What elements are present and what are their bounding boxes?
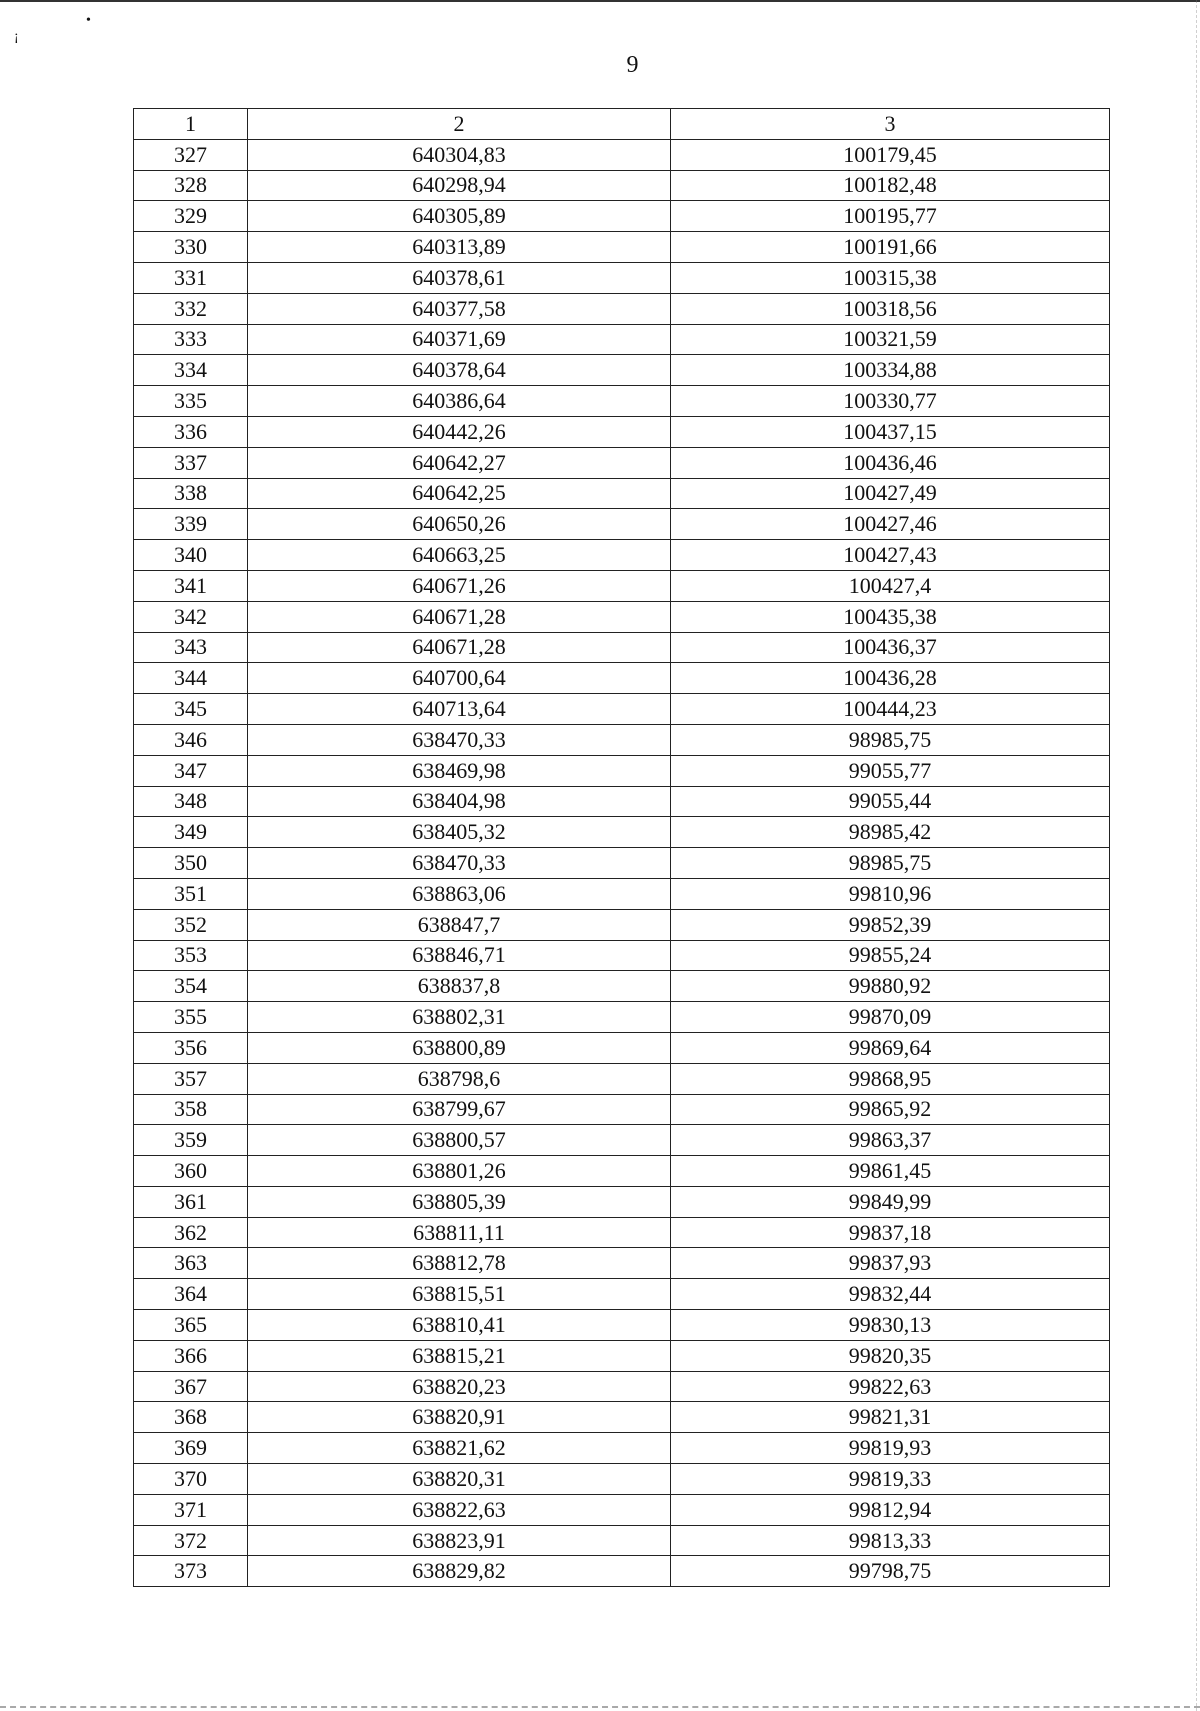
coordinate-x-cell: 638815,51: [248, 1279, 671, 1310]
coordinate-x-cell: 638800,89: [248, 1032, 671, 1063]
coordinate-y-cell: 99855,24: [671, 940, 1110, 971]
point-number-cell: 372: [134, 1525, 248, 1556]
table-row: [134, 232, 1110, 263]
coordinate-y-cell: 100179,45: [671, 139, 1110, 170]
coordinate-x-cell: 638823,91: [248, 1525, 671, 1556]
scan-speck: •: [86, 13, 91, 28]
table-row: [134, 1063, 1110, 1094]
table-row: [134, 1125, 1110, 1156]
point-number-cell: 339: [134, 509, 248, 540]
point-number-cell: 344: [134, 663, 248, 694]
coordinate-y-cell: 99819,93: [671, 1433, 1110, 1464]
point-number-cell: 347: [134, 755, 248, 786]
coordinate-y-cell: 99055,44: [671, 786, 1110, 817]
point-number-cell: 327: [134, 139, 248, 170]
coordinate-x-cell: 640663,25: [248, 540, 671, 571]
coordinate-x-cell: 640642,27: [248, 447, 671, 478]
table-row: [134, 1156, 1110, 1187]
point-number-cell: 351: [134, 878, 248, 909]
scan-edge-top: [0, 0, 1200, 2]
table-row: [134, 971, 1110, 1002]
coordinate-x-cell: 640305,89: [248, 201, 671, 232]
coordinate-x-cell: 640713,64: [248, 694, 671, 725]
table-row: [134, 355, 1110, 386]
point-number-cell: 352: [134, 909, 248, 940]
coordinate-y-cell: 100182,48: [671, 170, 1110, 201]
coordinate-x-cell: 640671,28: [248, 632, 671, 663]
point-number-cell: 361: [134, 1186, 248, 1217]
coordinate-x-cell: 638801,26: [248, 1156, 671, 1187]
coordinate-y-cell: 99812,94: [671, 1494, 1110, 1525]
table-row: [134, 632, 1110, 663]
point-number-cell: 343: [134, 632, 248, 663]
coordinate-y-cell: 100195,77: [671, 201, 1110, 232]
coordinate-x-cell: 638821,62: [248, 1433, 671, 1464]
scan-edge-bottom: [0, 1706, 1200, 1709]
table-row: [134, 386, 1110, 417]
coordinate-y-cell: 100444,23: [671, 694, 1110, 725]
coordinate-x-cell: 640378,64: [248, 355, 671, 386]
coordinate-y-cell: 100330,77: [671, 386, 1110, 417]
point-number-cell: 362: [134, 1217, 248, 1248]
table-row: [134, 478, 1110, 509]
coordinate-y-cell: 99849,99: [671, 1186, 1110, 1217]
coordinate-y-cell: 99832,44: [671, 1279, 1110, 1310]
point-number-cell: 355: [134, 1002, 248, 1033]
coordinate-y-cell: 99810,96: [671, 878, 1110, 909]
point-number-cell: 356: [134, 1032, 248, 1063]
coordinate-y-cell: 100436,46: [671, 447, 1110, 478]
coordinate-x-cell: 638820,31: [248, 1464, 671, 1495]
table-row: [134, 1002, 1110, 1033]
point-number-cell: 370: [134, 1464, 248, 1495]
point-number-cell: 369: [134, 1433, 248, 1464]
coordinate-x-cell: 640298,94: [248, 170, 671, 201]
coordinate-y-cell: 98985,75: [671, 724, 1110, 755]
coordinate-x-cell: 640313,89: [248, 232, 671, 263]
coordinate-x-cell: 638470,33: [248, 848, 671, 879]
table-row: [134, 848, 1110, 879]
point-number-cell: 334: [134, 355, 248, 386]
table-row: [134, 1310, 1110, 1341]
coordinate-x-cell: 640378,61: [248, 262, 671, 293]
coordinate-x-cell: 640642,25: [248, 478, 671, 509]
point-number-cell: 349: [134, 817, 248, 848]
table-row: [134, 1248, 1110, 1279]
column-header: 1: [134, 109, 248, 140]
coordinate-y-cell: 99055,77: [671, 755, 1110, 786]
coordinate-y-cell: 100318,56: [671, 293, 1110, 324]
coordinate-x-cell: 638802,31: [248, 1002, 671, 1033]
coordinates-table-body: [134, 109, 1110, 1587]
coordinate-x-cell: 638799,67: [248, 1094, 671, 1125]
table-row: [134, 1094, 1110, 1125]
coordinate-x-cell: 638798,6: [248, 1063, 671, 1094]
coordinate-x-cell: 638470,33: [248, 724, 671, 755]
table-row: [134, 262, 1110, 293]
coordinate-x-cell: 638822,63: [248, 1494, 671, 1525]
point-number-cell: 342: [134, 601, 248, 632]
point-number-cell: 368: [134, 1402, 248, 1433]
coordinate-y-cell: 100435,38: [671, 601, 1110, 632]
coordinate-x-cell: 638815,21: [248, 1340, 671, 1371]
table-row: [134, 817, 1110, 848]
coordinate-x-cell: 638469,98: [248, 755, 671, 786]
table-row: [134, 509, 1110, 540]
coordinate-y-cell: 99865,92: [671, 1094, 1110, 1125]
table-row: [134, 1494, 1110, 1525]
coordinate-x-cell: 638810,41: [248, 1310, 671, 1341]
point-number-cell: 358: [134, 1094, 248, 1125]
coordinate-x-cell: 640371,69: [248, 324, 671, 355]
coordinate-y-cell: 100427,4: [671, 570, 1110, 601]
point-number-cell: 329: [134, 201, 248, 232]
coordinate-y-cell: 98985,42: [671, 817, 1110, 848]
coordinate-y-cell: 98985,75: [671, 848, 1110, 879]
coordinate-x-cell: 638800,57: [248, 1125, 671, 1156]
coordinate-y-cell: 99813,33: [671, 1525, 1110, 1556]
point-number-cell: 365: [134, 1310, 248, 1341]
table-row: [134, 755, 1110, 786]
coordinate-y-cell: 99880,92: [671, 971, 1110, 1002]
point-number-cell: 346: [134, 724, 248, 755]
point-number-cell: 345: [134, 694, 248, 725]
point-number-cell: 333: [134, 324, 248, 355]
coordinate-x-cell: 638405,32: [248, 817, 671, 848]
table-row: [134, 1464, 1110, 1495]
coordinate-x-cell: 640442,26: [248, 416, 671, 447]
table-row: [134, 1371, 1110, 1402]
point-number-cell: 360: [134, 1156, 248, 1187]
scan-speck: ¡: [14, 29, 19, 44]
coordinate-y-cell: 99830,13: [671, 1310, 1110, 1341]
coordinate-y-cell: 100427,46: [671, 509, 1110, 540]
table-row: [134, 139, 1110, 170]
column-header: 3: [671, 109, 1110, 140]
table-row: [134, 324, 1110, 355]
coordinate-x-cell: 638812,78: [248, 1248, 671, 1279]
point-number-cell: 357: [134, 1063, 248, 1094]
table-row: [134, 1525, 1110, 1556]
table-row: [134, 940, 1110, 971]
coordinate-x-cell: 638829,82: [248, 1556, 671, 1587]
table-row: [134, 447, 1110, 478]
coordinate-x-cell: 638837,8: [248, 971, 671, 1002]
coordinate-x-cell: 640377,58: [248, 293, 671, 324]
coordinate-y-cell: 99868,95: [671, 1063, 1110, 1094]
coordinate-y-cell: 99837,18: [671, 1217, 1110, 1248]
coordinate-x-cell: 640671,26: [248, 570, 671, 601]
point-number-cell: 371: [134, 1494, 248, 1525]
coordinate-y-cell: 99869,64: [671, 1032, 1110, 1063]
point-number-cell: 348: [134, 786, 248, 817]
coordinate-y-cell: 99822,63: [671, 1371, 1110, 1402]
table-row: [134, 1433, 1110, 1464]
coordinate-y-cell: 99820,35: [671, 1340, 1110, 1371]
coordinate-y-cell: 99821,31: [671, 1402, 1110, 1433]
point-number-cell: 359: [134, 1125, 248, 1156]
coordinate-y-cell: 100427,49: [671, 478, 1110, 509]
coordinate-x-cell: 638820,91: [248, 1402, 671, 1433]
coordinate-y-cell: 100321,59: [671, 324, 1110, 355]
coordinate-x-cell: 640304,83: [248, 139, 671, 170]
point-number-cell: 366: [134, 1340, 248, 1371]
coordinate-y-cell: 99863,37: [671, 1125, 1110, 1156]
table-row: [134, 570, 1110, 601]
coordinate-y-cell: 100436,37: [671, 632, 1110, 663]
table-row: [134, 601, 1110, 632]
point-number-cell: 353: [134, 940, 248, 971]
point-number-cell: 332: [134, 293, 248, 324]
coordinate-x-cell: 638847,7: [248, 909, 671, 940]
coordinate-x-cell: 638846,71: [248, 940, 671, 971]
point-number-cell: 340: [134, 540, 248, 571]
table-row: [134, 1402, 1110, 1433]
point-number-cell: 328: [134, 170, 248, 201]
coordinate-x-cell: 638805,39: [248, 1186, 671, 1217]
point-number-cell: 363: [134, 1248, 248, 1279]
table-row: [134, 1217, 1110, 1248]
point-number-cell: 373: [134, 1556, 248, 1587]
coordinate-y-cell: 99861,45: [671, 1156, 1110, 1187]
table-row: [134, 724, 1110, 755]
coordinates-table: [133, 108, 1110, 1587]
table-row: [134, 1279, 1110, 1310]
coordinate-y-cell: 100315,38: [671, 262, 1110, 293]
table-row: [134, 694, 1110, 725]
coordinate-y-cell: 99852,39: [671, 909, 1110, 940]
table-row: [134, 1032, 1110, 1063]
table-row: [134, 1186, 1110, 1217]
table-row: [134, 786, 1110, 817]
coordinate-y-cell: 100437,15: [671, 416, 1110, 447]
point-number-cell: 350: [134, 848, 248, 879]
point-number-cell: 331: [134, 262, 248, 293]
table-row: [134, 170, 1110, 201]
table-row: [134, 540, 1110, 571]
coordinate-y-cell: 99819,33: [671, 1464, 1110, 1495]
point-number-cell: 335: [134, 386, 248, 417]
coordinate-y-cell: 99837,93: [671, 1248, 1110, 1279]
coordinate-x-cell: 638811,11: [248, 1217, 671, 1248]
scan-edge-right: [1196, 0, 1198, 1711]
table-row: [134, 416, 1110, 447]
table-row: [134, 201, 1110, 232]
table-header-row: [134, 109, 1110, 140]
coordinate-x-cell: 640700,64: [248, 663, 671, 694]
point-number-cell: 341: [134, 570, 248, 601]
point-number-cell: 330: [134, 232, 248, 263]
coordinate-x-cell: 640386,64: [248, 386, 671, 417]
coordinate-y-cell: 100436,28: [671, 663, 1110, 694]
page-number: 9: [626, 52, 639, 78]
table-row: [134, 663, 1110, 694]
point-number-cell: 338: [134, 478, 248, 509]
coordinate-y-cell: 100334,88: [671, 355, 1110, 386]
coordinate-x-cell: 640671,28: [248, 601, 671, 632]
column-header: 2: [248, 109, 671, 140]
coordinate-y-cell: 99798,75: [671, 1556, 1110, 1587]
point-number-cell: 364: [134, 1279, 248, 1310]
coordinate-x-cell: 638404,98: [248, 786, 671, 817]
table-row: [134, 1340, 1110, 1371]
point-number-cell: 337: [134, 447, 248, 478]
table-row: [134, 293, 1110, 324]
coordinate-y-cell: 99870,09: [671, 1002, 1110, 1033]
point-number-cell: 367: [134, 1371, 248, 1402]
table-row: [134, 909, 1110, 940]
point-number-cell: 336: [134, 416, 248, 447]
coordinate-x-cell: 638863,06: [248, 878, 671, 909]
coordinate-y-cell: 100427,43: [671, 540, 1110, 571]
table-row: [134, 1556, 1110, 1587]
table-row: [134, 878, 1110, 909]
point-number-cell: 354: [134, 971, 248, 1002]
coordinate-x-cell: 638820,23: [248, 1371, 671, 1402]
coordinate-y-cell: 100191,66: [671, 232, 1110, 263]
coordinate-x-cell: 640650,26: [248, 509, 671, 540]
